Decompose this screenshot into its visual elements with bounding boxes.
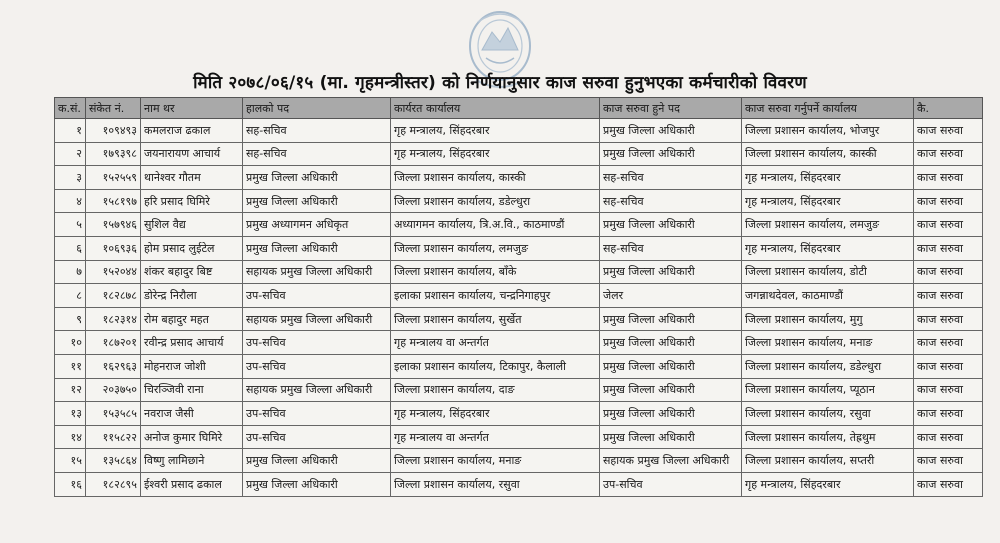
current-office-cell: गृह मन्त्रालय, सिंहदरबार — [391, 119, 600, 143]
new-office-cell: जिल्ला प्रशासन कार्यालय, रसुवा — [742, 402, 914, 426]
serial-cell: ३ — [55, 166, 86, 190]
current-office-cell: जिल्ला प्रशासन कार्यालय, दाङ — [391, 378, 600, 402]
current-office-cell: इलाका प्रशासन कार्यालय, टिकापुर, कैलाली — [391, 354, 600, 378]
new-post-cell: सह-सचिव — [600, 236, 742, 260]
new-post-cell: प्रमुख जिल्ला अधिकारी — [600, 213, 742, 237]
new-post-cell: प्रमुख जिल्ला अधिकारी — [600, 402, 742, 426]
column-header: संकेत नं. — [86, 98, 141, 119]
table-row — [55, 284, 983, 308]
new-post-cell: सह-सचिव — [600, 189, 742, 213]
remark-cell: काज सरुवा — [914, 142, 983, 166]
code-cell: १८२३१४ — [86, 307, 141, 331]
code-cell: १५२०४४ — [86, 260, 141, 284]
serial-cell: ९ — [55, 307, 86, 331]
remark-cell: काज सरुवा — [914, 189, 983, 213]
serial-cell: १२ — [55, 378, 86, 402]
code-cell: १७९३९८ — [86, 142, 141, 166]
new-office-cell: जिल्ला प्रशासन कार्यालय, कास्की — [742, 142, 914, 166]
current-post-cell: प्रमुख जिल्ला अधिकारी — [243, 166, 391, 190]
column-header: कै. — [914, 98, 983, 119]
code-cell: १३५८६४ — [86, 449, 141, 473]
new-post-cell: जेलर — [600, 284, 742, 308]
name-cell: हरि प्रसाद घिमिरे — [141, 189, 243, 213]
new-office-cell: जिल्ला प्रशासन कार्यालय, डोटी — [742, 260, 914, 284]
name-cell: रोम बहादुर महत — [141, 307, 243, 331]
new-office-cell: जिल्ला प्रशासन कार्यालय, डडेल्धुरा — [742, 354, 914, 378]
table-row — [55, 189, 983, 213]
new-post-cell: सह-सचिव — [600, 166, 742, 190]
code-cell: १५७९४६ — [86, 213, 141, 237]
name-cell: चिरञ्जिवी राना — [141, 378, 243, 402]
column-header: काज सरुवा गर्नुपर्ने कार्यालय — [742, 98, 914, 119]
current-post-cell: उप-सचिव — [243, 284, 391, 308]
current-office-cell: जिल्ला प्रशासन कार्यालय, डडेल्धुरा — [391, 189, 600, 213]
serial-cell: १६ — [55, 472, 86, 496]
table-row — [55, 236, 983, 260]
name-cell: शंकर बहादुर बिष्ट — [141, 260, 243, 284]
current-office-cell: जिल्ला प्रशासन कार्यालय, लमजुङ — [391, 236, 600, 260]
name-cell: मोहनराज जोशी — [141, 354, 243, 378]
current-post-cell: प्रमुख जिल्ला अधिकारी — [243, 472, 391, 496]
name-cell: डोरेन्द्र निरौला — [141, 284, 243, 308]
new-office-cell: जिल्ला प्रशासन कार्यालय, प्यूठान — [742, 378, 914, 402]
table-row — [55, 166, 983, 190]
new-office-cell: जिल्ला प्रशासन कार्यालय, सप्तरी — [742, 449, 914, 473]
code-cell: १५८१९७ — [86, 189, 141, 213]
name-cell: सुशिल वैद्य — [141, 213, 243, 237]
remark-cell: काज सरुवा — [914, 472, 983, 496]
column-header: नाम थर — [141, 98, 243, 119]
current-office-cell: गृह मन्त्रालय, सिंहदरबार — [391, 142, 600, 166]
code-cell: १६२९६३ — [86, 354, 141, 378]
table-row — [55, 119, 983, 143]
current-post-cell: सहायक प्रमुख जिल्ला अधिकारी — [243, 307, 391, 331]
current-office-cell: जिल्ला प्रशासन कार्यालय, कास्की — [391, 166, 600, 190]
new-post-cell: प्रमुख जिल्ला अधिकारी — [600, 119, 742, 143]
current-post-cell: प्रमुख जिल्ला अधिकारी — [243, 236, 391, 260]
table-row — [55, 425, 983, 449]
remark-cell: काज सरुवा — [914, 260, 983, 284]
column-header: काज सरुवा हुने पद — [600, 98, 742, 119]
new-office-cell: गृह मन्त्रालय, सिंहदरबार — [742, 166, 914, 190]
current-post-cell: प्रमुख अध्यागमन अधिकृत — [243, 213, 391, 237]
current-post-cell: उप-सचिव — [243, 402, 391, 426]
current-office-cell: गृह मन्त्रालय, सिंहदरबार — [391, 402, 600, 426]
page-title: मिति २०७८/०६/१५ (मा. गृहमन्त्रीस्तर) को निर्णयानुसार काज सरुवा हुनुभएका कर्मचारीको विवरण — [193, 73, 807, 93]
new-office-cell: जिल्ला प्रशासन कार्यालय, लमजुङ — [742, 213, 914, 237]
current-office-cell: गृह मन्त्रालय वा अन्तर्गत — [391, 331, 600, 355]
current-post-cell: उप-सचिव — [243, 425, 391, 449]
new-post-cell: प्रमुख जिल्ला अधिकारी — [600, 354, 742, 378]
current-office-cell: जिल्ला प्रशासन कार्यालय, मनाङ — [391, 449, 600, 473]
serial-cell: ७ — [55, 260, 86, 284]
remark-cell: काज सरुवा — [914, 236, 983, 260]
code-cell: १८२८७८ — [86, 284, 141, 308]
new-post-cell: प्रमुख जिल्ला अधिकारी — [600, 142, 742, 166]
table-row — [55, 307, 983, 331]
table-row — [55, 472, 983, 496]
serial-cell: १५ — [55, 449, 86, 473]
serial-cell: ८ — [55, 284, 86, 308]
current-post-cell: सह-सचिव — [243, 119, 391, 143]
table-row — [55, 213, 983, 237]
new-post-cell: प्रमुख जिल्ला अधिकारी — [600, 378, 742, 402]
column-header: क.सं. — [55, 98, 86, 119]
serial-cell: ११ — [55, 354, 86, 378]
new-office-cell: जिल्ला प्रशासन कार्यालय, मुगु — [742, 307, 914, 331]
serial-cell: १ — [55, 119, 86, 143]
serial-cell: १४ — [55, 425, 86, 449]
serial-cell: ४ — [55, 189, 86, 213]
new-office-cell: जगन्नाथदेवल, काठमाण्डौं — [742, 284, 914, 308]
transfer-table — [54, 97, 983, 497]
new-office-cell: गृह मन्त्रालय, सिंहदरबार — [742, 236, 914, 260]
serial-cell: ५ — [55, 213, 86, 237]
table-row — [55, 402, 983, 426]
remark-cell: काज सरुवा — [914, 213, 983, 237]
name-cell: कमलराज ढकाल — [141, 119, 243, 143]
serial-cell: २ — [55, 142, 86, 166]
new-post-cell: प्रमुख जिल्ला अधिकारी — [600, 260, 742, 284]
code-cell: १०६९३६ — [86, 236, 141, 260]
serial-cell: १० — [55, 331, 86, 355]
name-cell: होम प्रसाद लुईटेल — [141, 236, 243, 260]
code-cell: १८७२०१ — [86, 331, 141, 355]
current-post-cell: सह-सचिव — [243, 142, 391, 166]
current-office-cell: जिल्ला प्रशासन कार्यालय, बाँके — [391, 260, 600, 284]
remark-cell: काज सरुवा — [914, 331, 983, 355]
current-post-cell: उप-सचिव — [243, 354, 391, 378]
code-cell: २०३७५० — [86, 378, 141, 402]
remark-cell: काज सरुवा — [914, 119, 983, 143]
new-office-cell: गृह मन्त्रालय, सिंहदरबार — [742, 472, 914, 496]
new-office-cell: गृह मन्त्रालय, सिंहदरबार — [742, 189, 914, 213]
table-row — [55, 260, 983, 284]
name-cell: नवराज जैसी — [141, 402, 243, 426]
table-body — [55, 119, 983, 497]
current-post-cell: प्रमुख जिल्ला अधिकारी — [243, 189, 391, 213]
current-office-cell: जिल्ला प्रशासन कार्यालय, रसुवा — [391, 472, 600, 496]
serial-cell: १३ — [55, 402, 86, 426]
new-post-cell: उप-सचिव — [600, 472, 742, 496]
new-office-cell: जिल्ला प्रशासन कार्यालय, भोजपुर — [742, 119, 914, 143]
current-post-cell: उप-सचिव — [243, 331, 391, 355]
code-cell: १५३५८५ — [86, 402, 141, 426]
remark-cell: काज सरुवा — [914, 449, 983, 473]
code-cell: ११५८२२ — [86, 425, 141, 449]
table-row — [55, 378, 983, 402]
remark-cell: काज सरुवा — [914, 425, 983, 449]
new-post-cell: सहायक प्रमुख जिल्ला अधिकारी — [600, 449, 742, 473]
name-cell: ईश्वरी प्रसाद ढकाल — [141, 472, 243, 496]
table-row — [55, 354, 983, 378]
name-cell: थानेश्वर गौतम — [141, 166, 243, 190]
remark-cell: काज सरुवा — [914, 307, 983, 331]
current-post-cell: प्रमुख जिल्ला अधिकारी — [243, 449, 391, 473]
remark-cell: काज सरुवा — [914, 166, 983, 190]
column-header: कार्यरत कार्यालय — [391, 98, 600, 119]
table-row — [55, 142, 983, 166]
current-office-cell: अध्यागमन कार्यालय, त्रि.अ.वि., काठमाण्डौं — [391, 213, 600, 237]
current-post-cell: सहायक प्रमुख जिल्ला अधिकारी — [243, 260, 391, 284]
remark-cell: काज सरुवा — [914, 402, 983, 426]
new-office-cell: जिल्ला प्रशासन कार्यालय, मनाङ — [742, 331, 914, 355]
name-cell: अनोज कुमार घिमिरे — [141, 425, 243, 449]
current-office-cell: जिल्ला प्रशासन कार्यालय, सुर्खेत — [391, 307, 600, 331]
new-post-cell: प्रमुख जिल्ला अधिकारी — [600, 307, 742, 331]
code-cell: १०९४९३ — [86, 119, 141, 143]
new-post-cell: प्रमुख जिल्ला अधिकारी — [600, 331, 742, 355]
remark-cell: काज सरुवा — [914, 284, 983, 308]
name-cell: जयनारायण आचार्य — [141, 142, 243, 166]
serial-cell: ६ — [55, 236, 86, 260]
new-post-cell: प्रमुख जिल्ला अधिकारी — [600, 425, 742, 449]
table-row — [55, 331, 983, 355]
column-header: हालको पद — [243, 98, 391, 119]
table-row — [55, 449, 983, 473]
current-post-cell: सहायक प्रमुख जिल्ला अधिकारी — [243, 378, 391, 402]
code-cell: १५२५५९ — [86, 166, 141, 190]
name-cell: रवीन्द्र प्रसाद आचार्य — [141, 331, 243, 355]
name-cell: विष्णु लामिछाने — [141, 449, 243, 473]
code-cell: १८२८९५ — [86, 472, 141, 496]
current-office-cell: इलाका प्रशासन कार्यालय, चन्द्रनिगाहपुर — [391, 284, 600, 308]
table-header-row — [55, 98, 983, 119]
remark-cell: काज सरुवा — [914, 354, 983, 378]
remark-cell: काज सरुवा — [914, 378, 983, 402]
current-office-cell: गृह मन्त्रालय वा अन्तर्गत — [391, 425, 600, 449]
new-office-cell: जिल्ला प्रशासन कार्यालय, तेह्रथुम — [742, 425, 914, 449]
